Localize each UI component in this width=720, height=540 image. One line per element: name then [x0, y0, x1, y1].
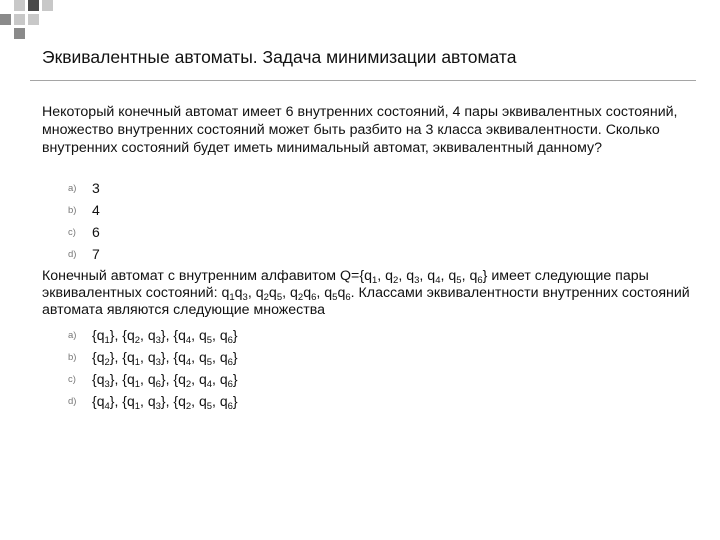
- subscript: 3: [155, 357, 161, 368]
- subscript: 6: [345, 292, 351, 303]
- brace: {: [92, 349, 97, 365]
- state-letter: q: [126, 327, 135, 343]
- pair-sep: ,: [247, 285, 256, 301]
- option-letter: c): [68, 374, 76, 385]
- subscript: 5: [206, 357, 213, 368]
- brace: {: [173, 393, 179, 409]
- state-pair: [290, 285, 316, 301]
- state-letter: q: [96, 327, 105, 343]
- elem-sep: ,: [212, 393, 220, 409]
- equivalent-pairs: [221, 285, 350, 301]
- decorative-squares: [0, 0, 60, 46]
- state-letter: q: [178, 371, 186, 387]
- q2-intro: Конечный автомат с внутренним алфавитом Q={q: [42, 268, 372, 284]
- set-sep: ,: [114, 371, 123, 387]
- subscript: 3: [242, 292, 248, 303]
- subscript: 5: [206, 401, 213, 412]
- state-letter: q: [126, 349, 135, 365]
- brace: }: [232, 349, 238, 365]
- brace: {: [122, 371, 127, 387]
- set-sep: ,: [165, 393, 174, 409]
- alphabet-rest: [377, 268, 482, 284]
- subscript: 2: [297, 292, 304, 303]
- state-letter: q: [290, 285, 298, 301]
- brace: }: [232, 371, 238, 387]
- subscript: 3: [155, 335, 161, 346]
- subscript: 2: [104, 357, 110, 368]
- elem-sep: ,: [191, 349, 199, 365]
- state-letter: q: [198, 393, 207, 409]
- elem-sep: ,: [140, 349, 148, 365]
- brace: {: [92, 327, 97, 343]
- subscript: 1: [371, 275, 378, 286]
- state-letter: q: [178, 393, 186, 409]
- set-sep: ,: [114, 327, 123, 343]
- elem-sep: ,: [140, 371, 148, 387]
- subscript: 2: [393, 275, 399, 286]
- state-letter: q: [147, 327, 156, 343]
- elem-sep: ,: [212, 349, 220, 365]
- alphabet-sep: , q: [440, 268, 457, 284]
- state-letter: q: [337, 285, 346, 301]
- option-letter: a): [68, 183, 77, 194]
- option-letter: b): [68, 205, 77, 216]
- state-letter: q: [147, 371, 156, 387]
- subscript: 1: [134, 401, 141, 412]
- subscript: 2: [185, 379, 192, 390]
- option-value: 3: [92, 180, 100, 196]
- state-letter: q: [147, 349, 156, 365]
- option-letter: b): [68, 352, 77, 363]
- slide-title: Эквивалентные автоматы. Задача минимизации автомата: [42, 47, 517, 67]
- state-letter: q: [126, 393, 135, 409]
- state-letter: q: [303, 285, 312, 301]
- alphabet-sep: , q: [377, 268, 394, 284]
- alphabet-sep: , q: [398, 268, 415, 284]
- question-2-text: [42, 268, 712, 319]
- brace: }: [232, 327, 238, 343]
- subscript: 5: [332, 292, 338, 303]
- subscript: 3: [155, 401, 161, 412]
- option-letter: d): [68, 396, 77, 407]
- subscript: 3: [414, 275, 420, 286]
- set-sep: ,: [165, 371, 174, 387]
- elem-sep: ,: [212, 371, 220, 387]
- subscript: 2: [185, 401, 192, 412]
- subscript: 5: [456, 275, 462, 286]
- state-letter: q: [198, 349, 207, 365]
- option-sets: [92, 371, 238, 390]
- brace: }: [109, 327, 115, 343]
- option-letter: c): [68, 227, 76, 238]
- state-letter: q: [234, 285, 243, 301]
- deco-square: [14, 28, 25, 39]
- state-pair: [221, 285, 247, 301]
- subscript: 6: [311, 292, 317, 303]
- deco-square: [14, 14, 25, 25]
- set-sep: ,: [165, 349, 174, 365]
- elem-sep: ,: [191, 393, 199, 409]
- brace: {: [92, 393, 97, 409]
- brace: {: [92, 371, 97, 387]
- subscript: 1: [229, 292, 235, 303]
- subscript: 5: [276, 292, 283, 303]
- brace: {: [173, 371, 179, 387]
- state-letter: q: [178, 327, 186, 343]
- subscript: 1: [104, 335, 110, 346]
- brace: }: [232, 393, 238, 409]
- elem-sep: ,: [140, 393, 148, 409]
- set-sep: ,: [114, 349, 123, 365]
- brace: {: [122, 327, 127, 343]
- state-letter: q: [96, 393, 105, 409]
- brace: }: [160, 349, 166, 365]
- state-letter: q: [219, 371, 228, 387]
- elem-sep: ,: [191, 327, 199, 343]
- deco-square: [28, 0, 39, 11]
- alphabet-sep: , q: [419, 268, 436, 284]
- state-letter: q: [219, 349, 228, 365]
- brace: {: [122, 393, 127, 409]
- subscript: 5: [206, 335, 213, 346]
- state-letter: q: [96, 349, 105, 365]
- pair-sep: ,: [316, 285, 325, 301]
- option-value: 4: [92, 202, 100, 218]
- option-sets: [92, 393, 238, 412]
- title-divider: [30, 80, 696, 81]
- option-sets: [92, 327, 238, 346]
- subscript: 4: [206, 379, 213, 390]
- state-letter: q: [219, 393, 228, 409]
- elem-sep: ,: [191, 371, 199, 387]
- set-sep: ,: [114, 393, 123, 409]
- brace: }: [109, 371, 115, 387]
- state-pair: [324, 285, 350, 301]
- brace: }: [160, 327, 166, 343]
- subscript: 4: [435, 275, 441, 286]
- subscript: 3: [104, 379, 110, 390]
- subscript: 4: [185, 335, 192, 346]
- deco-square: [28, 14, 39, 25]
- deco-square: [0, 14, 11, 25]
- brace: {: [173, 327, 179, 343]
- deco-square: [14, 0, 25, 11]
- brace: }: [160, 393, 166, 409]
- option-value: 6: [92, 224, 100, 240]
- subscript: 6: [227, 357, 233, 368]
- subscript: 6: [227, 401, 233, 412]
- subscript: 1: [134, 379, 141, 390]
- state-letter: q: [221, 285, 230, 301]
- q2-tail: . Классами эквивалентности внутренних состояний автомата являются следующие множества: [42, 285, 690, 318]
- state-letter: q: [198, 327, 207, 343]
- brace: }: [109, 393, 115, 409]
- state-letter: q: [178, 349, 186, 365]
- q2-after-alphabet: } имеет следующие пары эквивалентных состояний:: [42, 268, 649, 301]
- brace: {: [173, 349, 179, 365]
- state-letter: q: [219, 327, 228, 343]
- state-letter: q: [126, 371, 135, 387]
- subscript: 2: [134, 335, 141, 346]
- elem-sep: ,: [212, 327, 220, 343]
- subscript: 1: [134, 357, 141, 368]
- subscript: 4: [185, 357, 192, 368]
- state-letter: q: [268, 285, 277, 301]
- state-letter: q: [147, 393, 156, 409]
- subscript: 2: [263, 292, 269, 303]
- option-sets: [92, 349, 238, 368]
- deco-square: [42, 0, 53, 11]
- state-letter: q: [324, 285, 333, 301]
- pair-sep: ,: [282, 285, 290, 301]
- subscript: 6: [155, 379, 161, 390]
- state-letter: q: [96, 371, 105, 387]
- option-letter: d): [68, 249, 77, 260]
- alphabet-sep: , q: [461, 268, 478, 284]
- subscript: 4: [104, 401, 110, 412]
- state-letter: q: [198, 371, 207, 387]
- subscript: 6: [227, 335, 233, 346]
- elem-sep: ,: [140, 327, 148, 343]
- option-letter: a): [68, 330, 77, 341]
- brace: }: [109, 349, 115, 365]
- brace: }: [160, 371, 166, 387]
- brace: {: [122, 349, 127, 365]
- subscript: 6: [227, 379, 233, 390]
- question-1-text: Некоторый конечный автомат имеет 6 внутренних состояний, 4 пары эквивалентных состояний, множество внутренних состояний может быть разбито на 3 класса эквивалентности. Сколько внутренних состояний будет иметь минимальный автомат, эквивалентный данному?: [42, 104, 678, 156]
- option-value: 7: [92, 246, 100, 262]
- state-letter: q: [255, 285, 264, 301]
- state-pair: [256, 285, 282, 301]
- set-sep: ,: [165, 327, 174, 343]
- subscript: 6: [477, 275, 483, 286]
